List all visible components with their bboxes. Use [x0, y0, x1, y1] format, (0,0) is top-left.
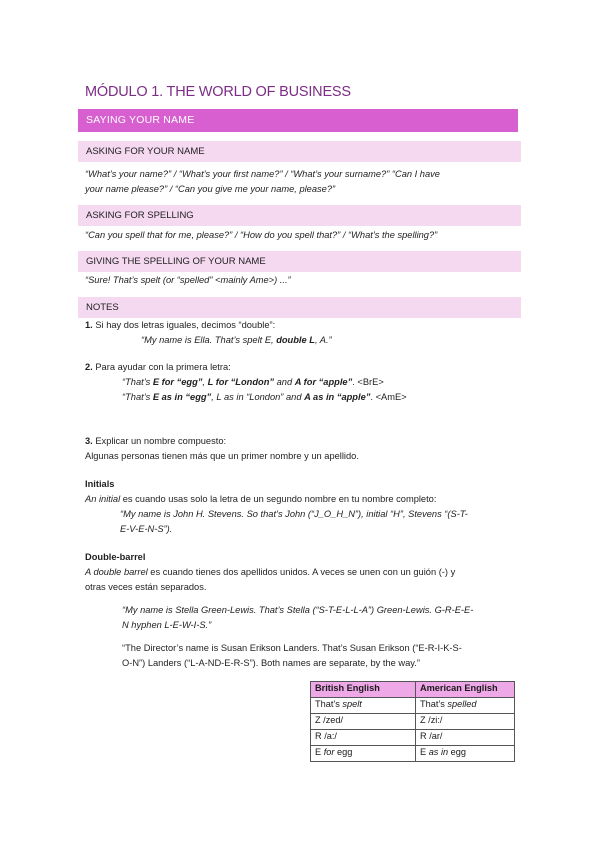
table-row — [311, 698, 515, 714]
cell-text: That’s — [315, 699, 343, 709]
note-3-number: 3. — [85, 436, 93, 446]
table-cell-american — [416, 746, 515, 762]
initials-term: An initial — [85, 494, 121, 504]
subsection-header-asking-spelling: ASKING FOR SPELLING — [78, 205, 521, 226]
subsection-header-asking-name: ASKING FOR YOUR NAME — [78, 141, 521, 162]
note-1-text: Si hay dos letras iguales, decimos “double”: — [92, 320, 276, 330]
asking-name-line-1: “What’s your name?” / “What’s your first name?” / “What’s your surname?” “Can I have — [85, 169, 440, 179]
initials-example-line-1: “My name is John H. Stevens. So that’s John (“J_O_H_N”), initial “H”, Stevens “(S-T- — [120, 509, 468, 519]
asking-spelling-line-1: “Can you spell that for me, please?” / “How do you spell that?” / “What’s the spelling?” — [85, 230, 438, 240]
initials-definition — [85, 492, 436, 508]
initials-heading: Initials — [85, 479, 115, 489]
note-2 — [85, 360, 231, 376]
table-header-american: American English — [416, 682, 515, 698]
table-row — [311, 730, 515, 746]
cell-text: egg — [334, 747, 353, 757]
note-1 — [85, 318, 275, 334]
cell-text: Z /zi:/ — [420, 715, 443, 725]
british-american-table — [310, 681, 515, 762]
table-row — [311, 746, 515, 762]
cell-text-italic: spelt — [342, 699, 362, 709]
double-barrel-example-1-line-2: N hyphen L-E-W-I-S.” — [122, 620, 212, 630]
cell-text-italic: as in — [428, 747, 449, 757]
note-2-bre-tag: . <BrE> — [352, 377, 384, 387]
subsection-header-notes: NOTES — [78, 297, 521, 318]
table-cell-british — [311, 730, 416, 746]
note-2-bre-part: “That’s — [122, 377, 153, 387]
note-2-bre-emphasis: L for “London” — [207, 377, 275, 387]
note-3-line-2: Algunas personas tienen más que un primer nombre y un apellido. — [85, 451, 359, 461]
double-barrel-definition-text: es cuando tienes dos apellidos unidos. A veces se unen con un guión (-) y — [147, 567, 456, 577]
double-barrel-definition-line-2: otras veces están separados. — [85, 582, 207, 592]
double-barrel-term: A double barrel — [85, 567, 148, 577]
asking-name-line-2: your name please?” / “Can you give me your name, please?” — [85, 184, 336, 194]
note-1-example-part: “My name is Ella. That’s spelt E, — [141, 335, 277, 345]
note-2-bre-part: and — [274, 377, 295, 387]
double-barrel-heading: Double-barrel — [85, 552, 146, 562]
note-2-example-bre — [122, 375, 384, 391]
double-barrel-example-2-line-1: “The Director’s name is Susan Erikson Landers. That’s Susan Erikson (“E-R-I-K-S- — [122, 643, 462, 653]
cell-text: R /ar/ — [420, 731, 443, 741]
note-2-bre-part: , — [202, 377, 208, 387]
note-2-ame-part: “That’s — [122, 392, 153, 402]
note-2-example-ame — [122, 390, 407, 406]
cell-text: E — [315, 747, 324, 757]
note-2-ame-emphasis: A as in “apple” — [304, 392, 371, 402]
giving-spelling-line-1: “Sure! That’s spelt (or “spelled” <mainly Ame>) ...” — [85, 275, 291, 285]
cell-text: R /a:/ — [315, 731, 337, 741]
table-row — [311, 714, 515, 730]
cell-text: egg — [448, 747, 466, 757]
page-title: MÓDULO 1. THE WORLD OF BUSINESS — [85, 84, 351, 100]
note-3-text: Explicar un nombre compuesto: — [92, 436, 227, 446]
note-2-ame-part: , L as in “London” and — [211, 392, 305, 402]
note-1-number: 1. — [85, 320, 93, 330]
table-header-row — [311, 682, 515, 698]
section-header-saying-your-name: SAYING YOUR NAME — [78, 109, 518, 132]
note-1-example — [141, 333, 332, 349]
table-header-british: British English — [311, 682, 416, 698]
initials-definition-text: es cuando usas solo la letra de un segundo nombre en tu nombre completo: — [120, 494, 437, 504]
note-1-example-emphasis: double L — [276, 335, 315, 345]
note-2-ame-tag: . <AmE> — [370, 392, 407, 402]
note-3 — [85, 434, 226, 450]
note-2-number: 2. — [85, 362, 93, 372]
cell-text: E — [420, 747, 429, 757]
note-2-bre-emphasis: E for “egg” — [152, 377, 203, 387]
note-2-text: Para ayudar con la primera letra: — [92, 362, 231, 372]
table-cell-american — [416, 698, 515, 714]
table-cell-british — [311, 746, 416, 762]
note-2-ame-emphasis: E as in “egg” — [152, 392, 212, 402]
note-2-bre-emphasis: A for “apple” — [294, 377, 353, 387]
table-cell-british — [311, 714, 416, 730]
double-barrel-example-2-line-2: O-N”) Landers (“L-A-ND-E-R-S”). Both names are separate, by the way.” — [122, 658, 420, 668]
initials-example-line-2: E-V-E-N-S”). — [120, 524, 173, 534]
note-1-example-part: , A.” — [314, 335, 332, 345]
table-cell-american — [416, 714, 515, 730]
cell-text-italic: for — [323, 747, 335, 757]
table-cell-american — [416, 730, 515, 746]
cell-text: That’s — [420, 699, 448, 709]
double-barrel-definition — [85, 565, 455, 581]
cell-text-italic: spelled — [447, 699, 477, 709]
subsection-header-giving-spelling: GIVING THE SPELLING OF YOUR NAME — [78, 251, 521, 272]
cell-text: Z /zed/ — [315, 715, 344, 725]
table-cell-british — [311, 698, 416, 714]
double-barrel-example-1-line-1: “My name is Stella Green-Lewis. That’s Stella (“S-T-E-L-L-A”) Green-Lewis. G-R-E-E- — [122, 605, 474, 615]
